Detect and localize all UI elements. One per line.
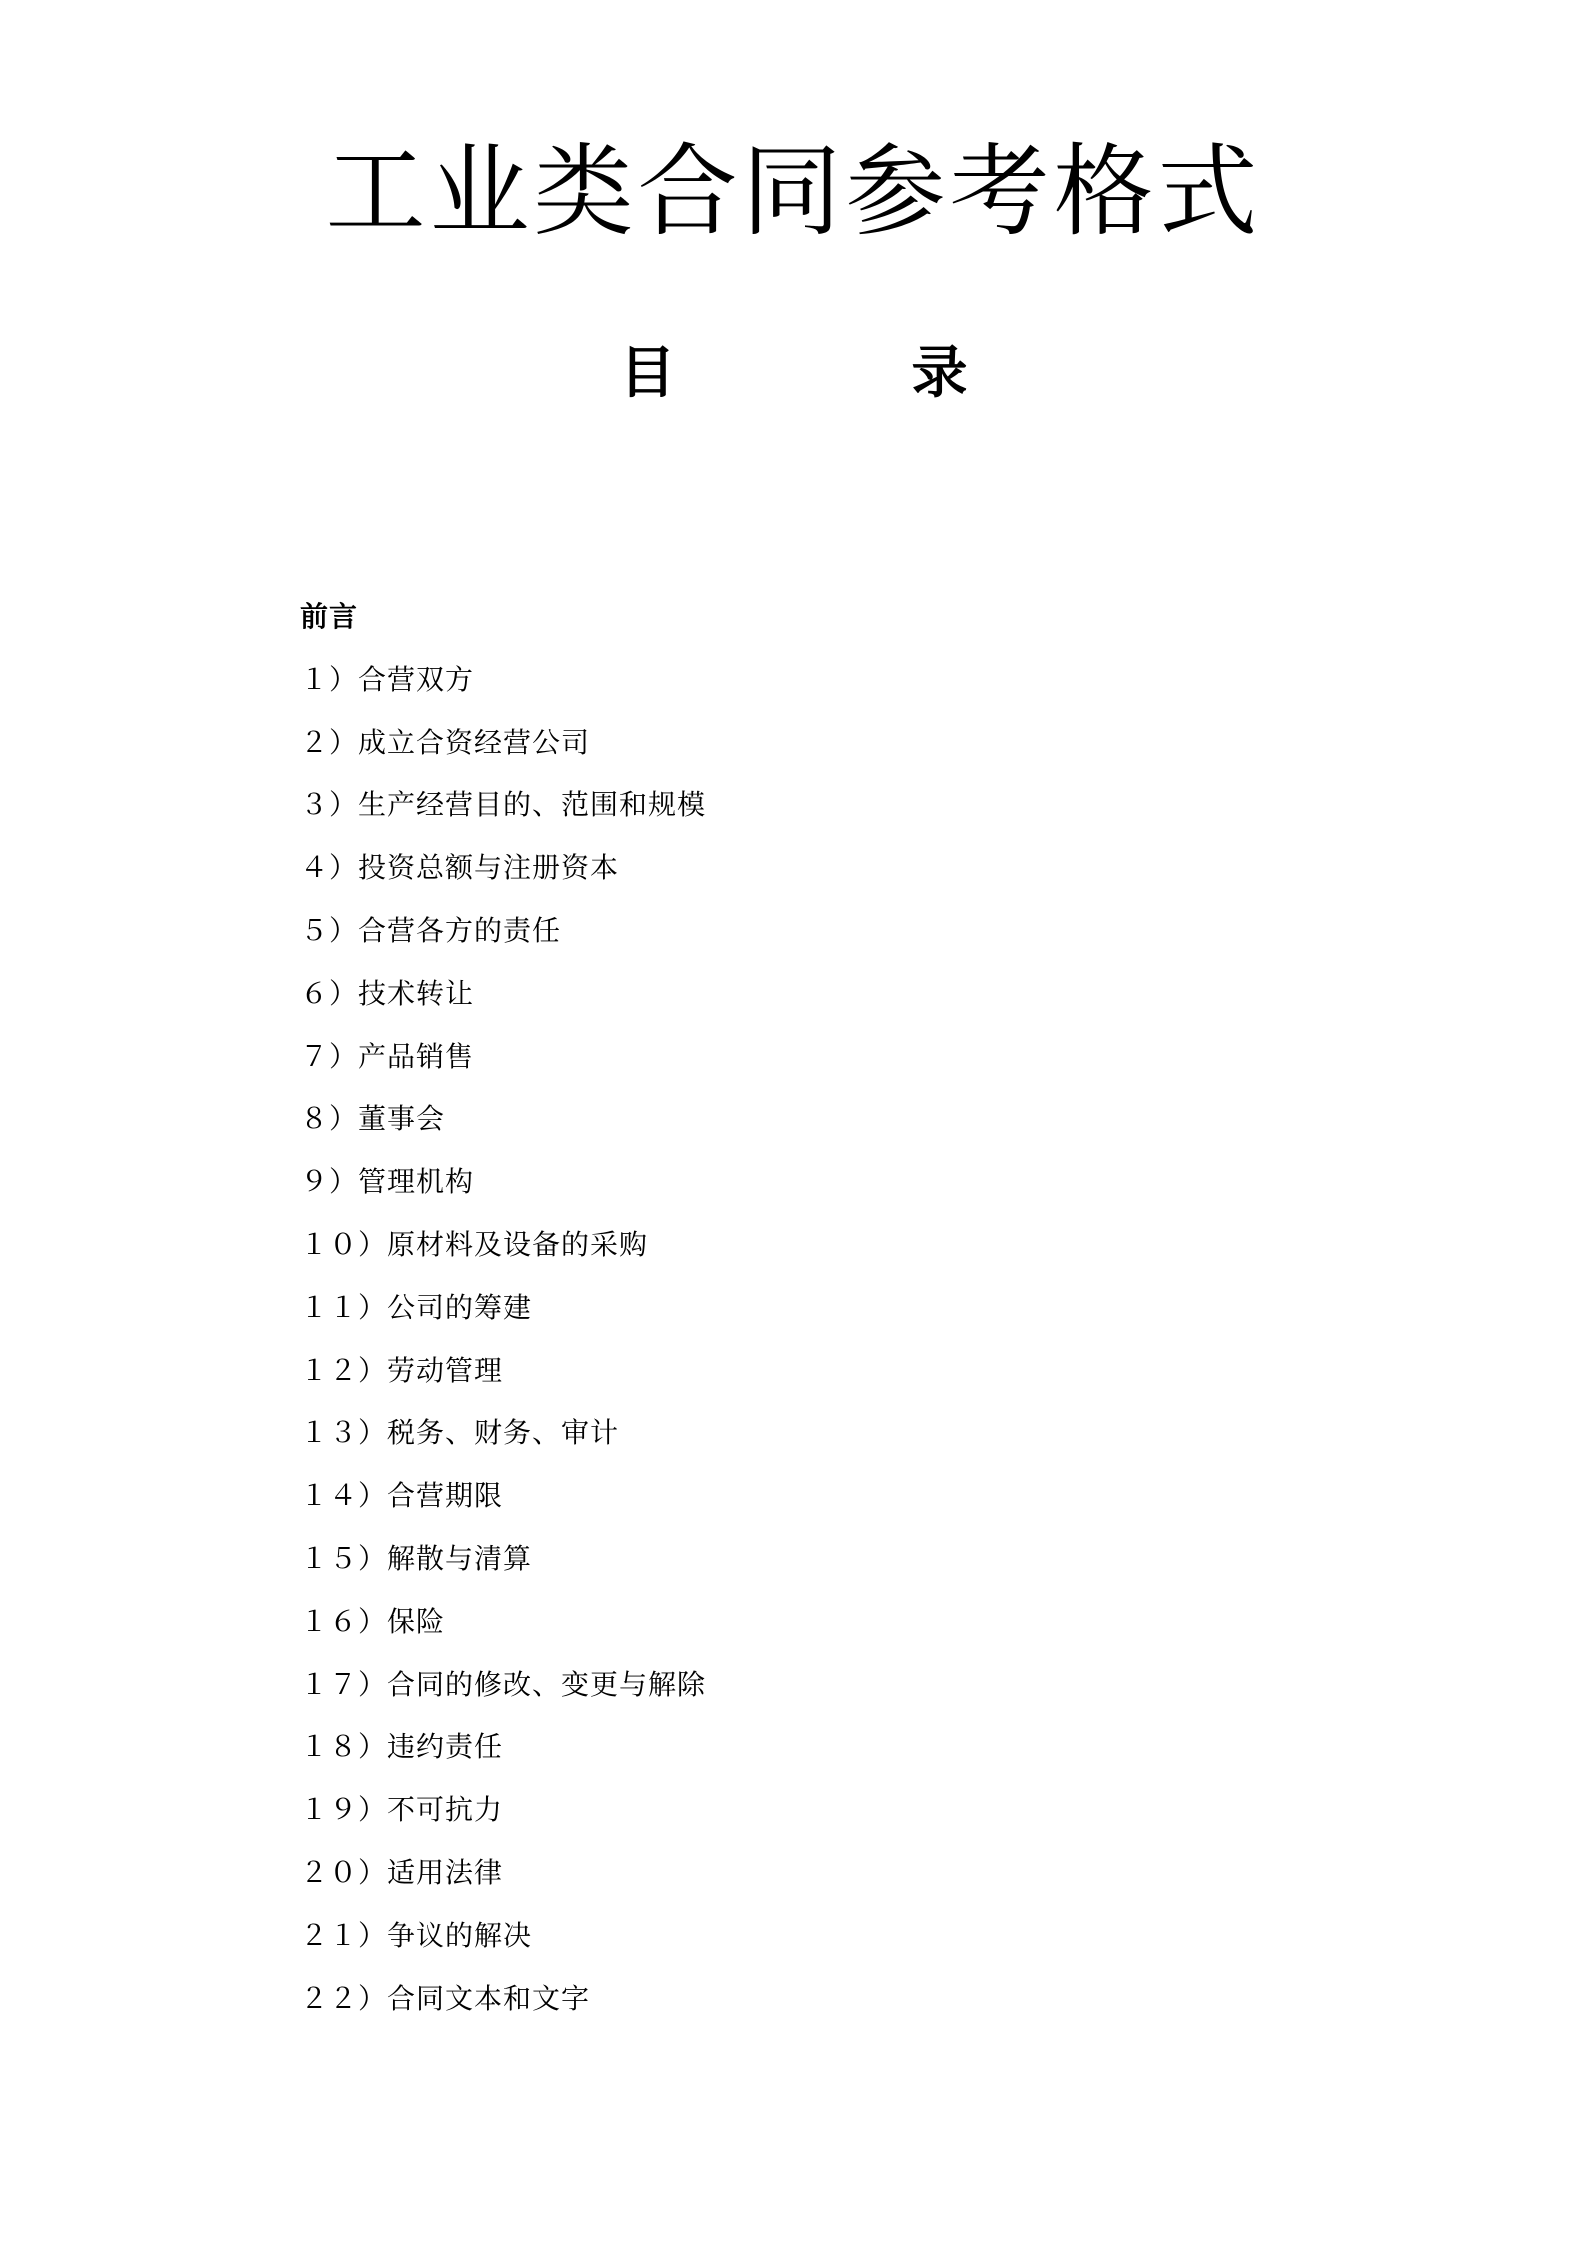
toc-item: １３）税务、财务、审计 xyxy=(300,1416,620,1450)
toc-item: １１）公司的筹建 xyxy=(300,1290,533,1324)
toc-item: ２０）适用法律 xyxy=(300,1855,504,1889)
toc-item: １９）不可抗力 xyxy=(300,1793,504,1827)
toc-item: ７）产品销售 xyxy=(300,1039,475,1073)
toc-item: ２２）合同文本和文字 xyxy=(300,1981,591,2015)
toc-item: １７）合同的修改、变更与解除 xyxy=(300,1667,707,1701)
toc-item: ８）董事会 xyxy=(300,1102,446,1136)
toc-item: ９）管理机构 xyxy=(300,1165,475,1199)
toc-heading-left: 目 xyxy=(619,340,676,406)
toc-item: １）合营双方 xyxy=(300,662,475,696)
toc-heading-right: 录 xyxy=(911,340,968,406)
toc-item: ５）合营各方的责任 xyxy=(300,913,562,947)
toc-item: ２）成立合资经营公司 xyxy=(300,725,591,759)
toc-item: ２１）争议的解决 xyxy=(300,1918,533,1952)
toc-item: １２）劳动管理 xyxy=(300,1353,504,1387)
document-title: 工业类合同参考格式 xyxy=(325,133,1262,250)
toc-item: １６）保险 xyxy=(300,1604,446,1638)
toc-item: ３）生产经营目的、范围和规模 xyxy=(300,788,707,822)
toc-item: ６）技术转让 xyxy=(300,976,475,1010)
toc-item: １４）合营期限 xyxy=(300,1479,504,1513)
toc-item: ４）投资总额与注册资本 xyxy=(300,851,620,885)
toc-heading xyxy=(0,338,1587,408)
toc-list xyxy=(300,593,706,2037)
toc-item: １５）解散与清算 xyxy=(300,1541,533,1575)
toc-item-preface: 前言 xyxy=(300,600,359,633)
toc-item: １０）原材料及设备的采购 xyxy=(300,1227,649,1261)
toc-item: １８）违约责任 xyxy=(300,1730,504,1764)
